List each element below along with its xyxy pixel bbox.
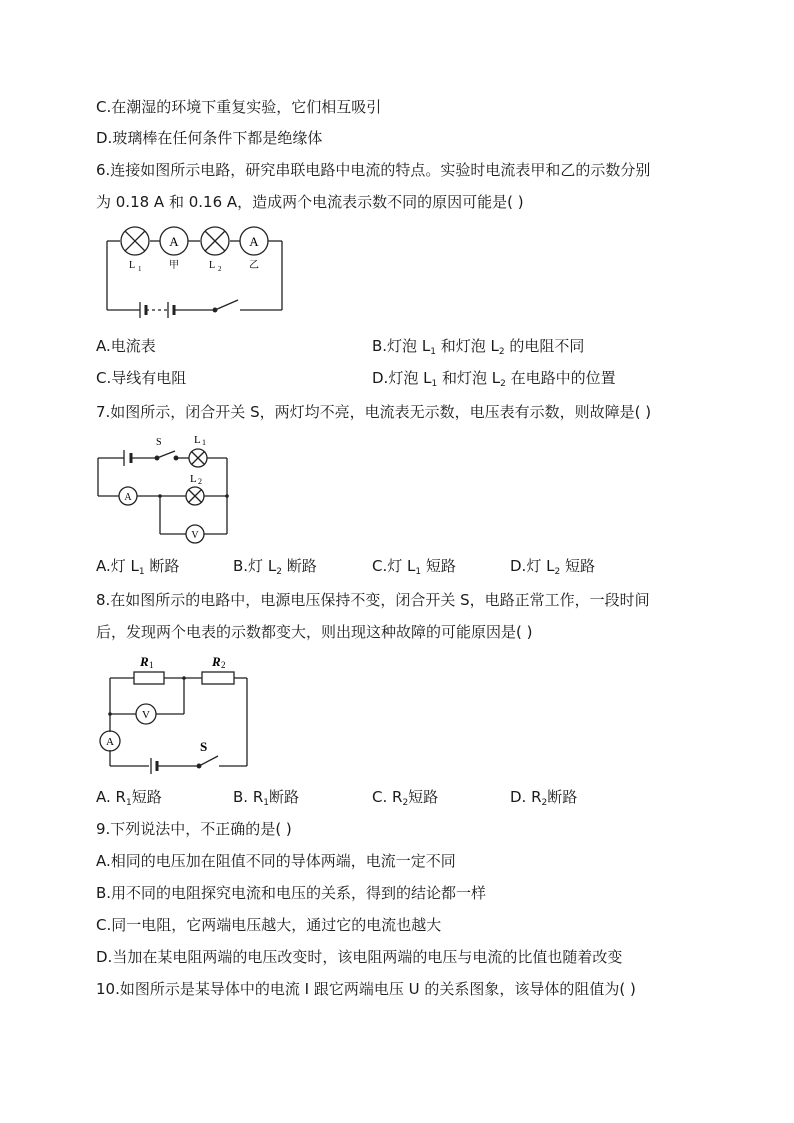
q6-d-sub1: 1	[431, 379, 438, 389]
label-l2-sub: 2	[218, 265, 222, 273]
label-l2: L	[208, 260, 216, 271]
q7-b-sub: 2	[276, 567, 282, 577]
q6-option-a: A.电流表	[96, 337, 156, 355]
q9-option-b: B.用不同的电阻探究电流和电压的关系，得到的结论都一样	[96, 884, 487, 902]
q8-option-b	[233, 787, 299, 813]
q8-circuit-diagram	[94, 652, 264, 782]
q6-stem-line2: 为 0.18 A 和 0.16 A，造成两个电流表示数不同的原因可能是( )	[96, 193, 524, 211]
q6-b-sub2: 2	[498, 347, 505, 357]
q5-option-d: D.玻璃棒在任何条件下都是绝缘体	[96, 129, 323, 147]
switch-icon	[213, 300, 238, 312]
q7-stem: 7.如图所示，闭合开关 S，两灯均不亮，电流表无示数，电压表有示数，则故障是( )	[96, 403, 652, 421]
label-r2-sub: 2	[221, 660, 226, 670]
q7-option-b	[233, 556, 317, 582]
lamp-l1-icon	[121, 227, 149, 255]
q6-b-sub1: 1	[430, 347, 436, 357]
q6-b-text1: B.灯泡 L	[372, 337, 431, 355]
q6-d-text1: D.灯泡 L	[372, 369, 432, 387]
label-l2: L	[190, 473, 197, 485]
ammeter-letter: A	[106, 736, 114, 748]
label-r1-sub: 1	[149, 660, 154, 670]
q8-b-sub: 1	[263, 798, 269, 808]
label-jia: 甲	[169, 260, 179, 271]
q6-option-d	[372, 368, 616, 394]
lamp-l2-icon	[201, 227, 229, 255]
q7-d-sub: 2	[554, 567, 561, 577]
q8-b-text1: B. R	[233, 788, 264, 806]
lamp-l1-icon	[189, 449, 207, 467]
switch-icon	[197, 756, 218, 768]
q8-b-text2: 断路	[268, 788, 299, 806]
q7-option-d	[510, 556, 595, 582]
label-r2: R	[212, 654, 221, 669]
q6-d-text3: 在电路中的位置	[505, 369, 616, 387]
q6-stem-line1: 6.连接如图所示电路，研究串联电路中电流的特点。实验时电流表甲和乙的示数分别	[96, 161, 651, 179]
q5-option-c: C.在潮湿的环境下重复实验，它们相互吸引	[96, 98, 382, 116]
q9-option-d: D.当加在某电阻两端的电压改变时，该电阻两端的电压与电流的比值也随着改变	[96, 948, 623, 966]
q6-circuit-diagram	[100, 226, 300, 322]
label-yi: 乙	[249, 260, 259, 271]
q8-a-text1: A. R	[96, 788, 126, 806]
label-s: S	[200, 739, 208, 754]
q7-c-text1: C.灯 L	[372, 557, 416, 575]
q8-stem-line1: 8.在如图所示的电路中，电源电压保持不变，闭合开关 S，电路正常工作，一段时间	[96, 591, 650, 609]
label-s: S	[156, 437, 162, 448]
voltmeter-letter: V	[142, 709, 150, 721]
q8-c-text1: C. R	[372, 788, 403, 806]
q9-option-c: C.同一电阻，它两端电压越大，通过它的电流也越大	[96, 916, 442, 934]
q7-c-text2: 短路	[421, 557, 456, 575]
q6-b-text3: 的电阻不同	[504, 337, 585, 355]
q8-d-text1: D. R	[510, 788, 542, 806]
q8-option-c	[372, 787, 438, 813]
label-l1-sub: 1	[138, 265, 142, 273]
q7-option-c	[372, 556, 456, 582]
q10-stem: 10.如图所示是某导体中的电流 I 跟它两端电压 U 的关系图象，该导体的阻值为( )	[96, 980, 636, 998]
q8-c-text2: 短路	[408, 788, 439, 806]
q7-d-text2: 短路	[560, 557, 595, 575]
ammeter-yi-letter: A	[249, 234, 259, 249]
label-l1-sub: 1	[202, 438, 206, 447]
q7-circuit-diagram	[94, 428, 244, 548]
q6-b-text2: 和灯泡 L	[435, 337, 499, 355]
q8-d-sub: 2	[541, 798, 548, 808]
q6-option-c: C.导线有电阻	[96, 369, 187, 387]
ammeter-jia-letter: A	[169, 234, 179, 249]
q7-a-text2: 断路	[144, 557, 180, 575]
label-r1: R	[140, 654, 149, 669]
lamp-l2-icon	[186, 487, 204, 505]
q7-option-a	[96, 556, 179, 582]
label-l2-sub: 2	[198, 477, 202, 486]
q7-a-text1: A.灯 L	[96, 557, 139, 575]
q8-c-sub: 2	[402, 798, 409, 808]
label-l1: L	[194, 434, 201, 446]
q6-d-sub2: 2	[500, 379, 506, 389]
battery-icon	[151, 758, 157, 774]
q7-d-text1: D.灯 L	[510, 557, 555, 575]
label-l1: L	[128, 260, 136, 271]
q7-b-text2: 断路	[281, 557, 317, 575]
q8-a-sub: 1	[125, 798, 132, 808]
q7-c-sub: 1	[415, 567, 422, 577]
q8-option-d	[510, 787, 577, 813]
q8-stem-line2: 后，发现两个电表的示数都变大，则出现这种故障的可能原因是( )	[96, 623, 533, 641]
q9-option-a: A.相同的电压加在阻值不同的导体两端，电流一定不同	[96, 852, 456, 870]
switch-icon	[155, 451, 178, 460]
battery-icon	[124, 450, 131, 466]
q6-d-text2: 和灯泡 L	[437, 369, 501, 387]
resistor-r2-icon	[202, 672, 234, 684]
voltmeter-letter: V	[191, 530, 199, 541]
resistor-r1-icon	[134, 672, 164, 684]
q7-a-sub: 1	[138, 567, 145, 577]
q9-stem: 9.下列说法中，不正确的是( )	[96, 820, 292, 838]
q6-option-b	[372, 336, 584, 362]
ammeter-letter: A	[124, 492, 132, 503]
q8-d-text2: 断路	[547, 788, 578, 806]
q8-option-a	[96, 787, 162, 813]
battery-icon	[140, 302, 174, 318]
q8-a-text2: 短路	[131, 788, 162, 806]
q7-b-text1: B.灯 L	[233, 557, 277, 575]
